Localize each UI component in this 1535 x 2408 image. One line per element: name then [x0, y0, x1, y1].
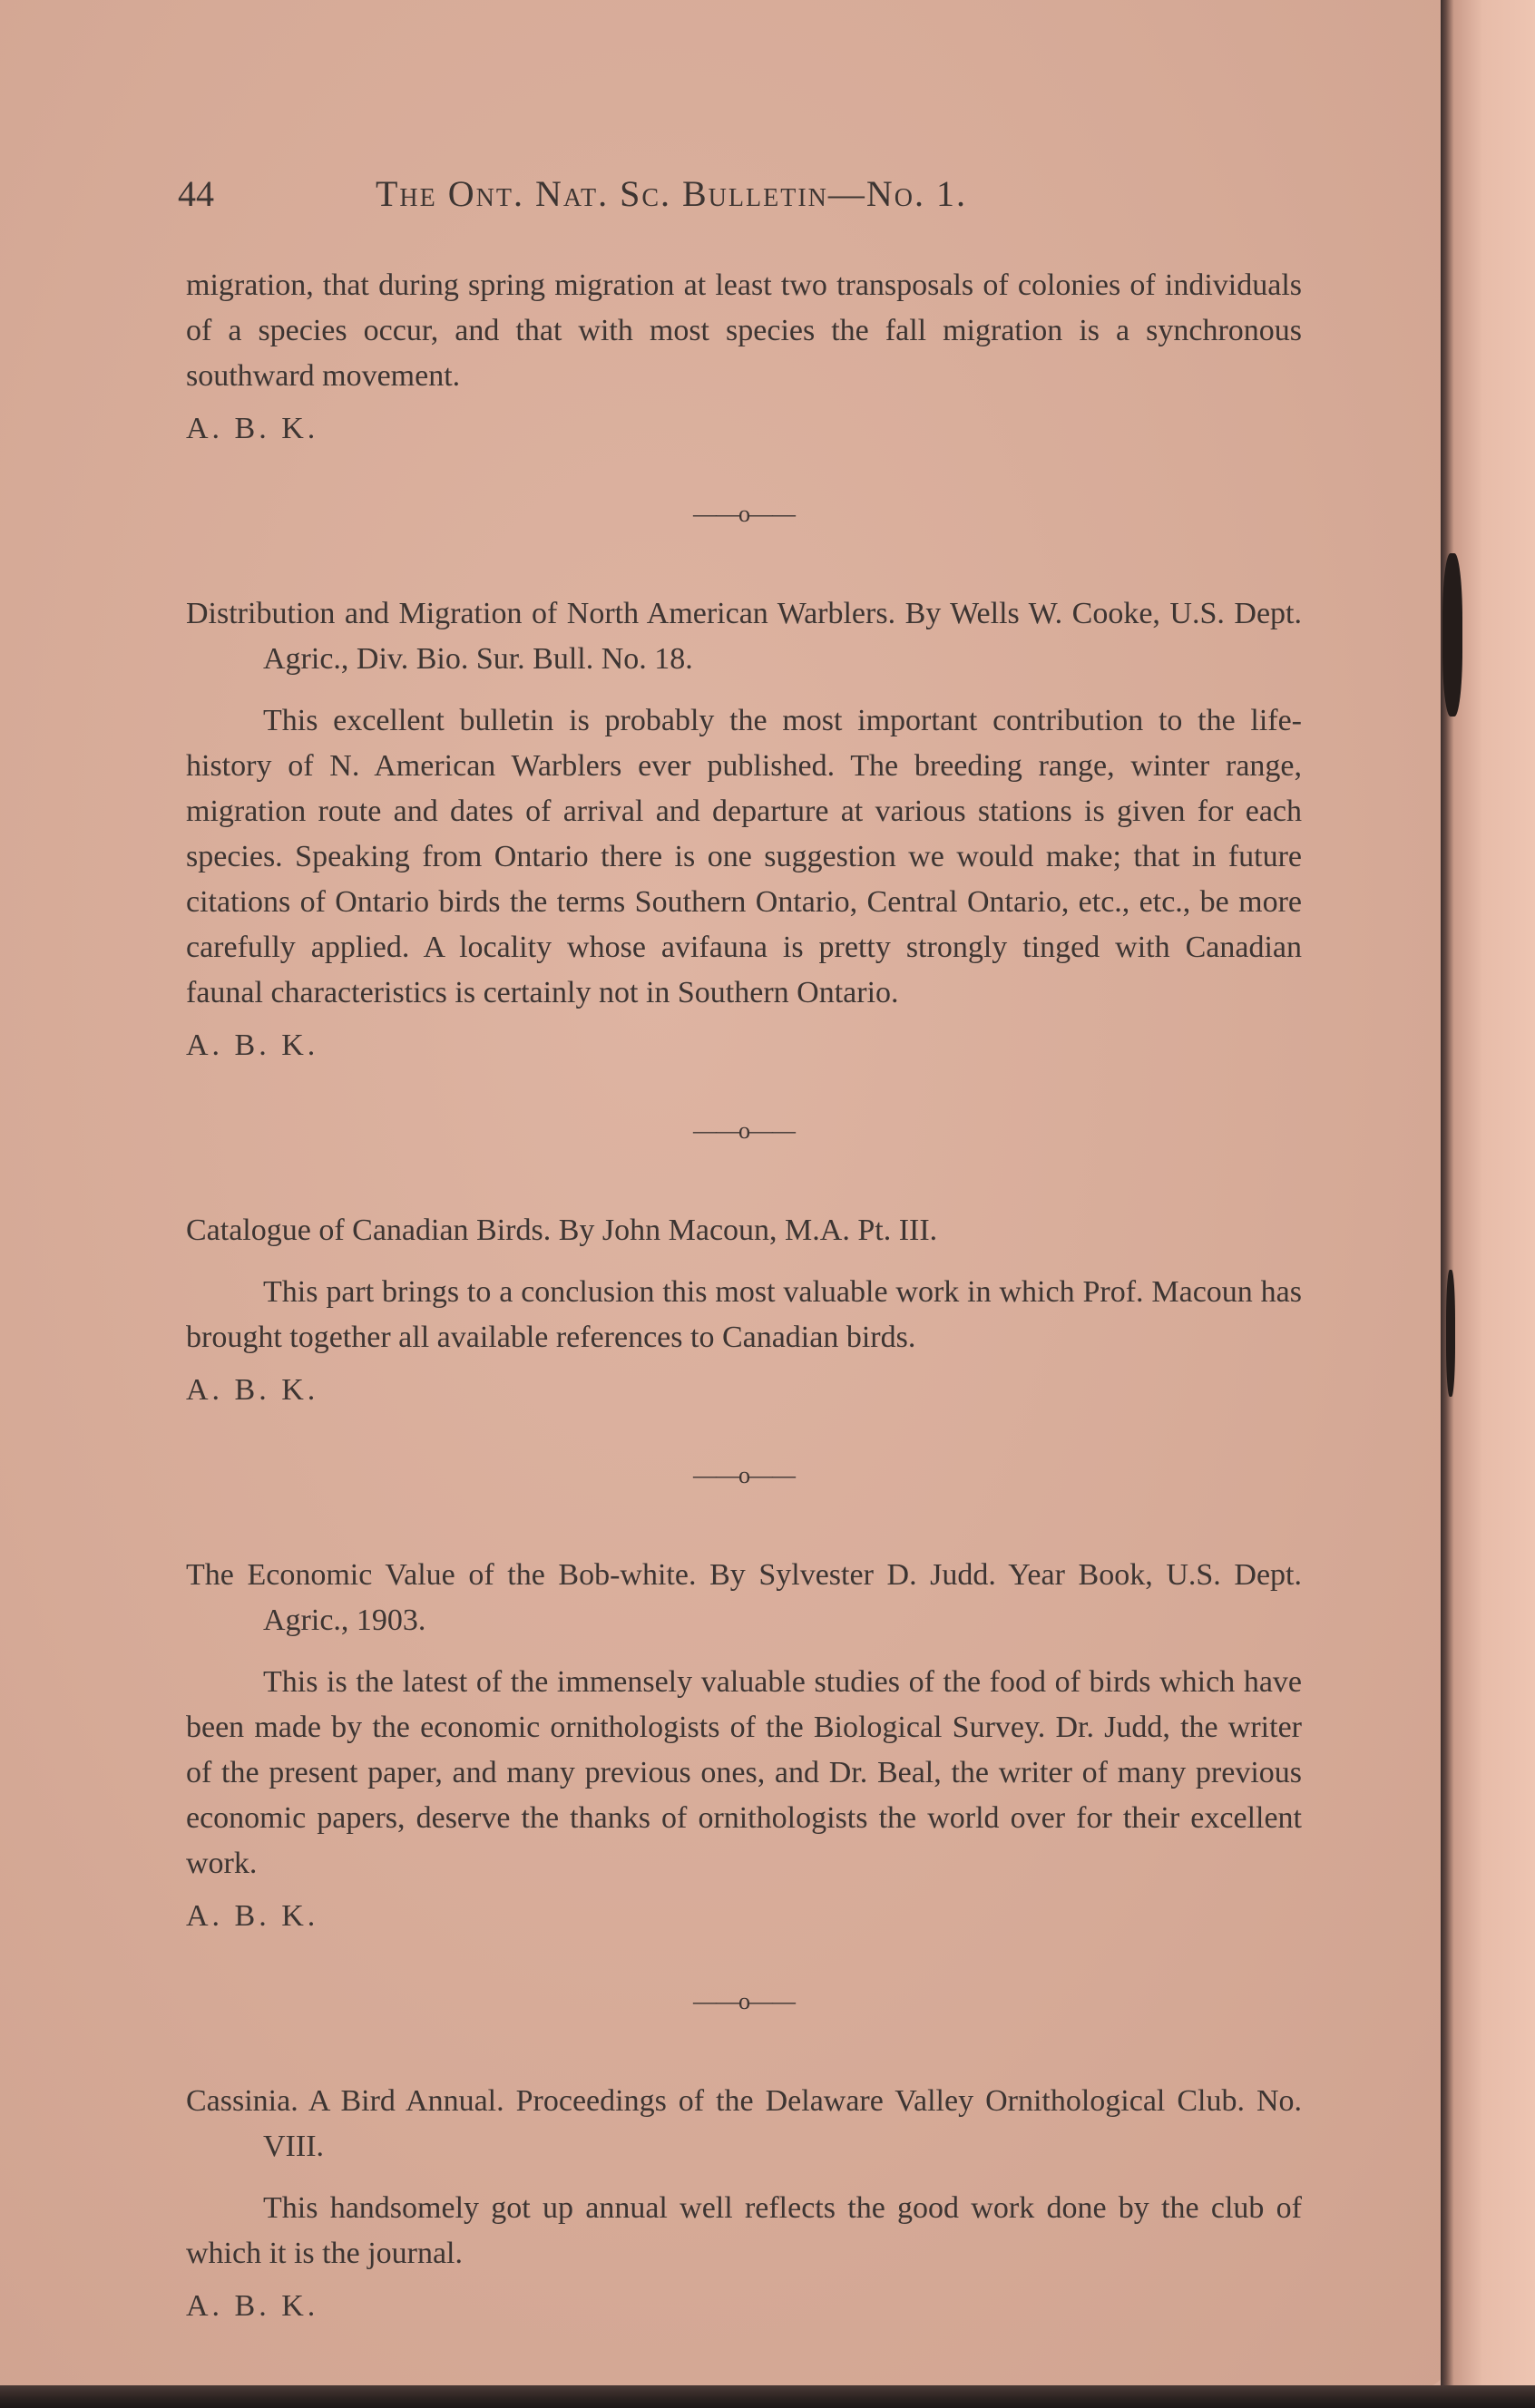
article-column: [186, 263, 1302, 2329]
section-divider: ——o——: [693, 1117, 795, 1144]
signature: A. B. K.: [186, 2289, 319, 2323]
signature: A. B. K.: [186, 1029, 319, 1062]
section-divider: ——o——: [693, 1462, 795, 1488]
section-divider: ——o——: [693, 501, 795, 527]
review-title: Catalogue of Canadian Birds. By John Macoun, M.A. Pt. III.: [186, 1214, 938, 1247]
review-title: Cassinia. A Bird Annual. Proceedings of the Delaware Valley Ornithological Club. No. VIII.: [186, 2084, 1302, 2163]
signature: A. B. K.: [186, 1373, 319, 1407]
review-item: [186, 591, 1302, 1068]
running-title: The Ont. Nat. Sc. Bulletin—No. 1.: [376, 173, 967, 214]
review-body: This excellent bulletin is probably the most important contribution to the life-history of N. American Warblers ever published. The breeding range, winter range, migration route and dates of arrival and departure at various stations is given for each species. Speaking from Ontario there is one suggestion we would make; that in future citations of Ontario birds the terms Southern Ontario, Central Ontario, etc., etc., be more carefully applied. A locality whose avifauna is pretty strongly tinged with Canadian faunal characteristics is certainly not in Southern Ontario.: [186, 704, 1302, 1009]
page-edge: [1441, 0, 1535, 2408]
review-title: The Economic Value of the Bob-white. By Sylvester D. Judd. Year Book, U.S. Dept. Agric., 1903.: [186, 1558, 1302, 1637]
review-item: [186, 2079, 1302, 2329]
page-shadow: [0, 2385, 1535, 2408]
review-body: This handsomely got up annual well reflects the good work done by the club of which it is the journal.: [186, 2191, 1302, 2270]
review-body: This part brings to a conclusion this most valuable work in which Prof. Macoun has brought together all available references to Canadian birds.: [186, 1275, 1302, 1354]
review-body: This is the latest of the immensely valuable studies of the food of birds which have been made by the economic ornithologists of the Biological Survey. Dr. Judd, the writer of the present paper, and many previous ones, and Dr. Beal, the writer of many previous economic papers, deserve the thanks of ornithologists the world over for their excellent work.: [186, 1665, 1302, 1880]
intro-paragraph: migration, that during spring migration at least two transposals of colonies of individuals of a species occur, and that with most species the fall migration is a synchronous southward movement.: [186, 268, 1302, 393]
signature: A. B. K.: [186, 1899, 319, 1933]
section-divider: ——o——: [693, 1988, 795, 2014]
page-tear: [1442, 553, 1462, 717]
review-item: [186, 1208, 1302, 1413]
signature: A. B. K.: [186, 412, 319, 445]
page-header: [178, 172, 1176, 227]
review-item: [186, 1553, 1302, 1939]
review-title: Distribution and Migration of North American Warblers. By Wells W. Cooke, U.S. Dept. Agric., Div. Bio. Sur. Bull. No. 18.: [186, 597, 1302, 676]
page-number: 44: [178, 173, 214, 214]
page-tear: [1446, 1270, 1455, 1397]
